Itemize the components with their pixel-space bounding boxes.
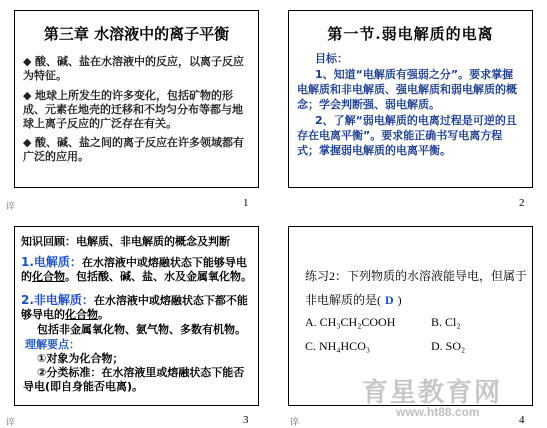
slide-1-bullet: ◆ 地球上所发生的许多变化，包括矿物的形成、元素在地壳的迁移和不均匀分布等都与地球上离子反应的广泛存在有关。 (23, 89, 243, 130)
electrolyte-label: 1.电解质： (21, 255, 82, 269)
slide-3 (14, 226, 259, 406)
diamond-icon: ◆ (23, 89, 32, 102)
slide-3-number: 3 (243, 414, 249, 426)
slide-2-goal: 1、知道“电解质有强弱之分”。要求掌握电解质和非电解质、强电解质和弱电解质的概念；学会判断强、弱电解质。 (297, 68, 517, 111)
slide-4-footer: 谇 (290, 418, 300, 428)
option-b: B. Cl₂ (431, 315, 461, 329)
slide-2-title: 第一节.弱电解质的电离 (327, 25, 494, 43)
option-d: D. SO₂ (431, 339, 466, 353)
slide-2-number: 2 (519, 197, 525, 209)
slide-1 (14, 10, 259, 188)
slide-3-item-2-sub: 包括非金属氧化物、氨气物、多数有机物。 (37, 323, 246, 336)
slide-3-footer: 谇 (6, 418, 16, 428)
slide-3-key-1: ①对象为化合物； (37, 352, 124, 365)
slide-4-number: 4 (519, 414, 525, 426)
slide-1-title: 第三章 水溶液中的离子平衡 (43, 25, 230, 43)
slide-3-key-2: ②分类标准：在水溶液里或熔融状态下能否导电(即自身能否电离)。 (23, 366, 245, 393)
watermark-logo: 育星教育网 (362, 378, 503, 408)
slide-3-item-2: 2.非电解质：在水溶液中或熔融状态下都不能够导电的化合物。 (21, 293, 248, 321)
slide-4-question-line-2: 非电解质的是( D ) (305, 293, 402, 307)
slide-3-title: 知识回顾：电解质、非电解质的概念及判断 (21, 235, 230, 248)
slide-4-question: 练习2：下列物质的水溶液能导电，但属于 (305, 269, 528, 283)
slide-1-bullet: ◆ 酸、碱、盐在水溶液中的反应，以离子反应为特征。 (23, 55, 244, 82)
answer-text: D (385, 293, 394, 307)
slide-1-number: 1 (243, 197, 249, 209)
option-a: A. CH₃CH₂COOH (305, 315, 396, 329)
diamond-icon: ◆ (23, 136, 32, 149)
slide-2-goal-label: 目标： (315, 52, 348, 65)
slide-1-footer: 谇 (6, 202, 16, 212)
slide-3-item-1: 1.电解质：在水溶液中或熔融状态下能够导电的化合物。包括酸、碱、盐、水及金属氧化物。 (21, 255, 252, 283)
slide-1-bullet: ◆ 酸、碱、盐之间的离子反应在许多领域都有广泛的应用。 (23, 136, 244, 163)
non-electrolyte-label: 2.非电解质： (21, 293, 94, 307)
slide-2 (288, 10, 533, 188)
slide-3-key-label: 理解要点： (25, 338, 80, 351)
diamond-icon: ◆ (23, 55, 32, 68)
slide-2-goal: 2、了解“弱电解质的电离过程是可逆的且存在电离平衡”。要求能正确书写电离方程式；掌握弱电解质的电离平衡。 (297, 114, 517, 157)
watermark-url: www.ht88.com (396, 405, 480, 419)
option-c: C. NH₄HCO₃ (305, 339, 371, 353)
